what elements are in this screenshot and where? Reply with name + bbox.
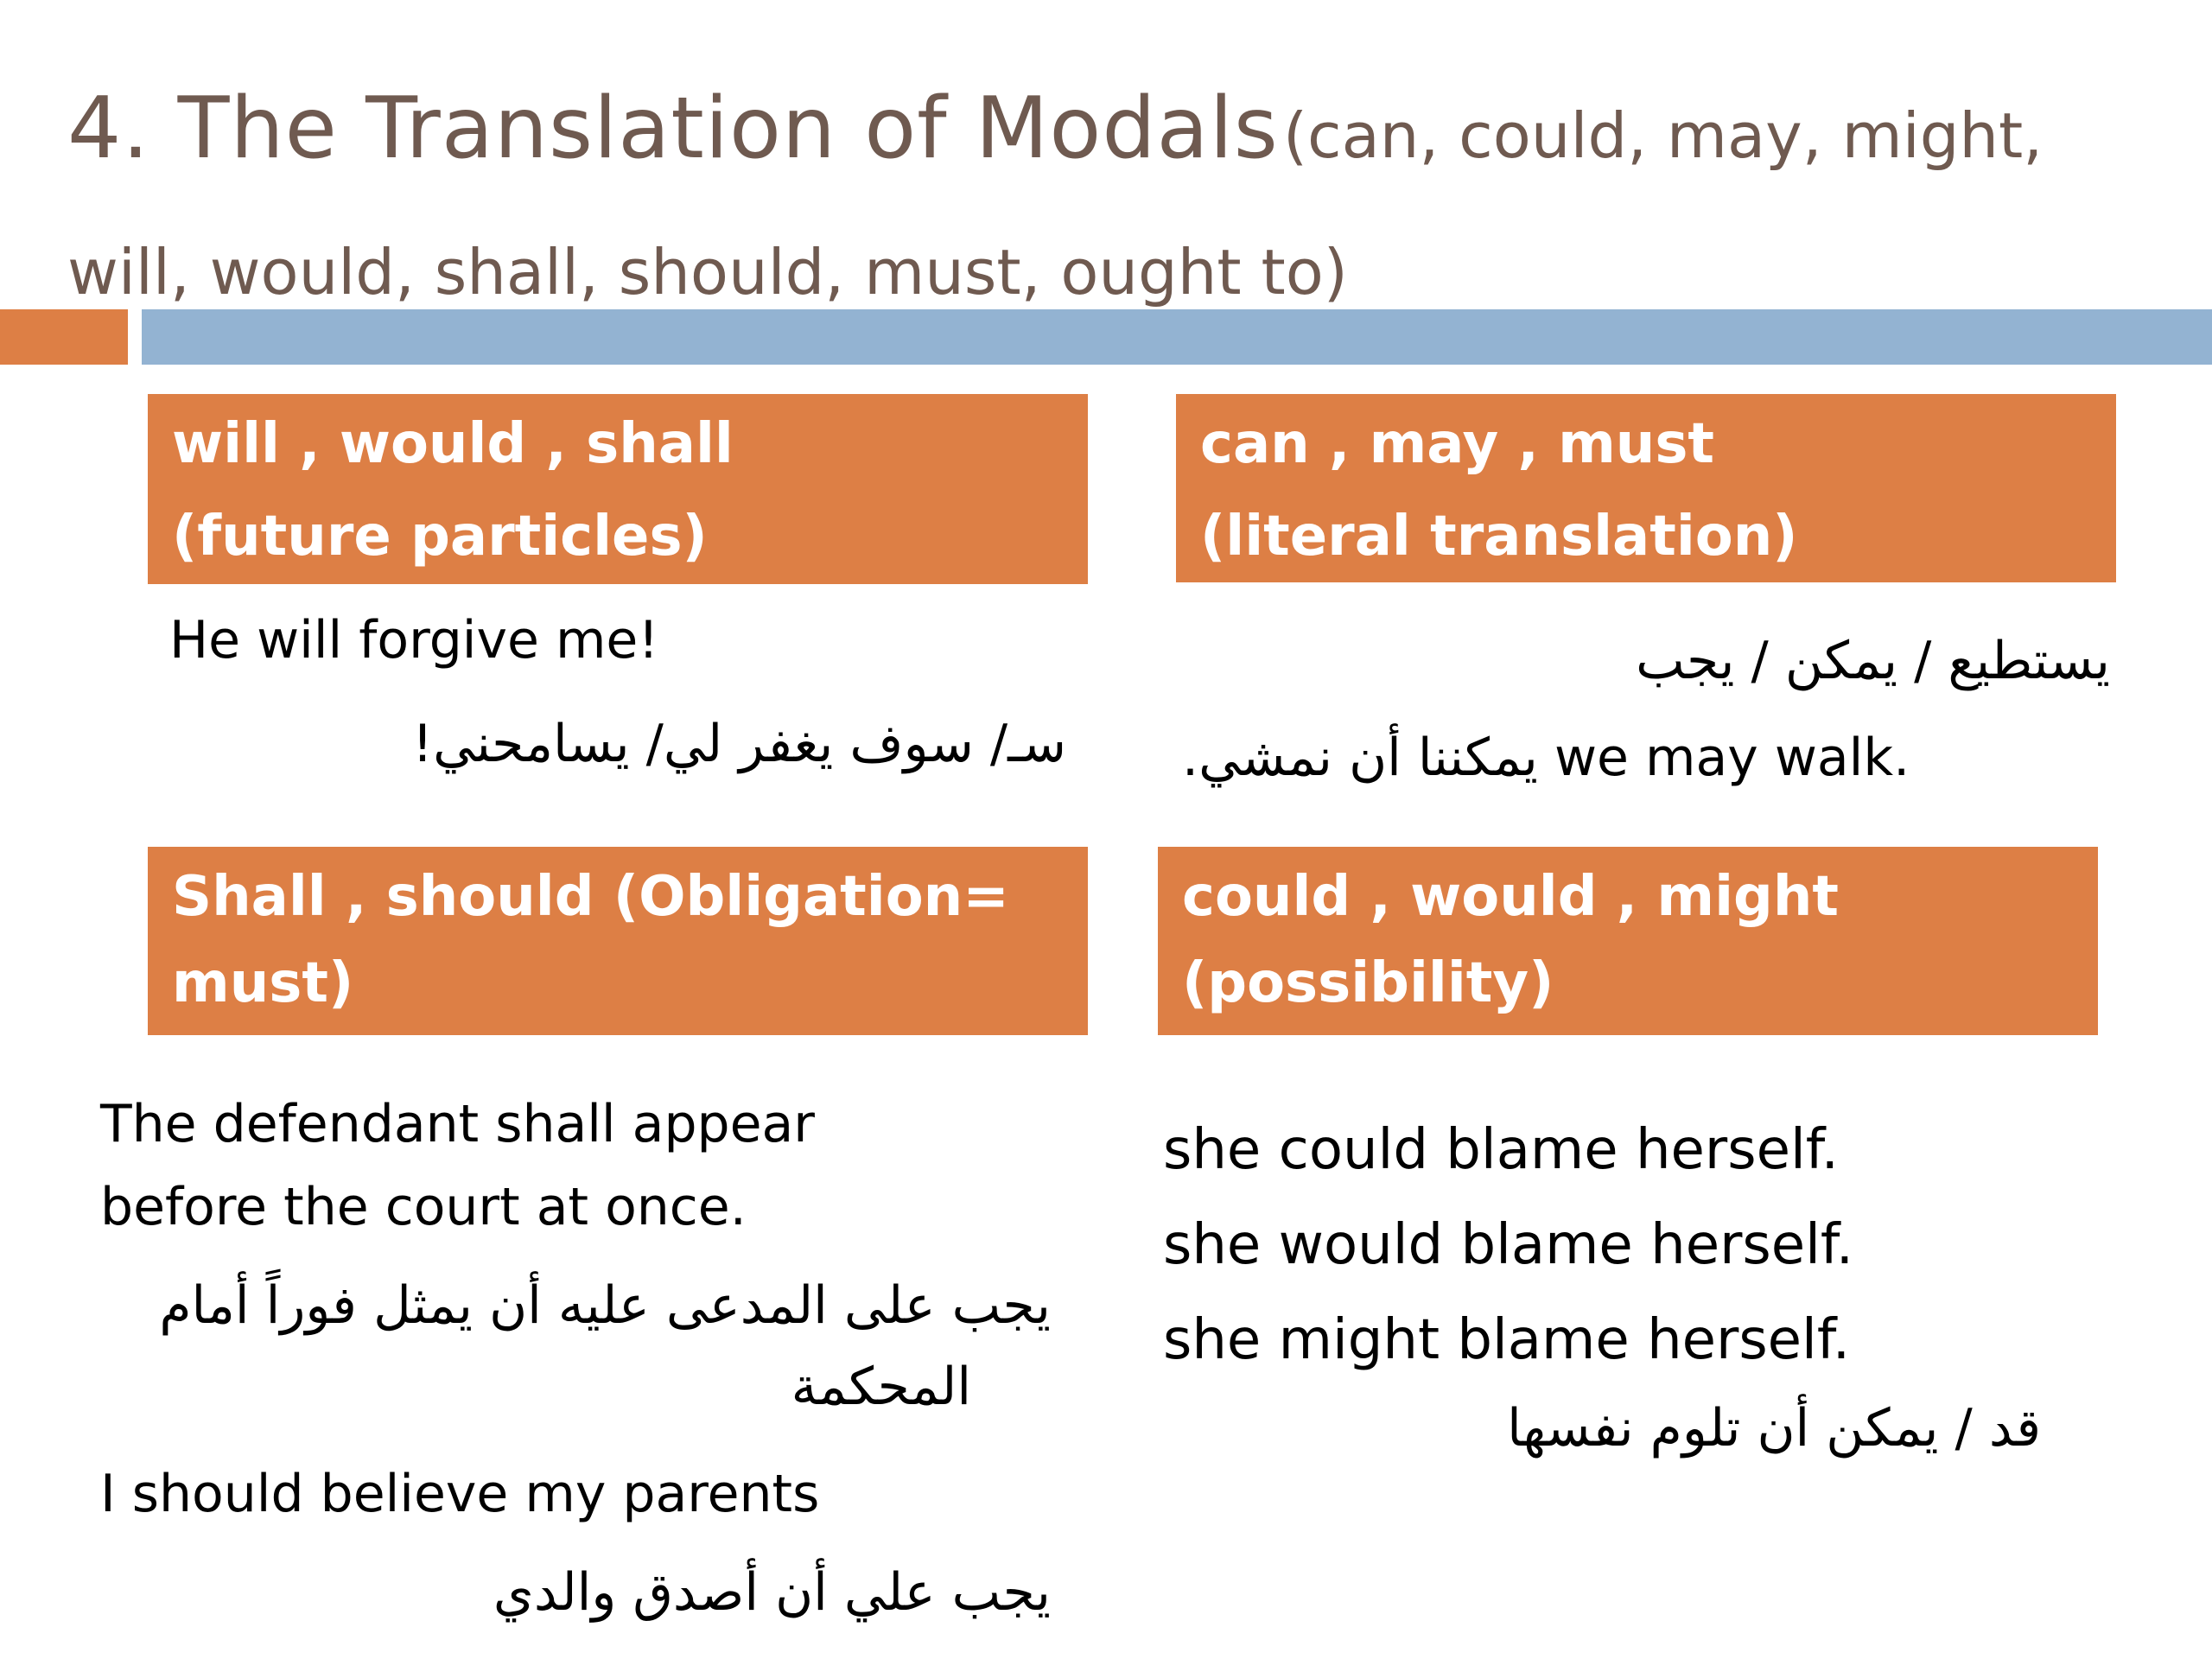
- obligation-example1-en-line2: before the court at once.: [100, 1177, 747, 1237]
- obligation-example1-ar-line1: يجب على المدعى عليه أن يمثل فوراً أمام: [159, 1275, 1051, 1336]
- title-sub-line2: will, would, shall, should, must, ought to): [67, 236, 1348, 308]
- box-future-line1: will , would , shall: [172, 412, 734, 476]
- box-obligation: [148, 847, 1088, 1035]
- literal-example-row: [1182, 728, 1910, 788]
- possibility-example3: she might blame herself.: [1163, 1308, 1851, 1372]
- box-literal-line1: can , may , must: [1200, 412, 1714, 476]
- literal-example-ar: يمكننا أن نمشي.: [1182, 728, 1538, 788]
- box-possibility: [1158, 847, 2098, 1035]
- slide-title: [67, 69, 2158, 349]
- box-possibility-line2: (possibility): [1182, 951, 1554, 1015]
- obligation-example2-ar: يجب علي أن أصدق والدي: [493, 1562, 1051, 1623]
- possibility-example-ar: قد / يمكن أن تلوم نفسها: [1507, 1398, 2041, 1459]
- future-example-en: He will forgive me!: [169, 610, 659, 671]
- box-obligation-line2: must): [172, 951, 354, 1015]
- box-literal-translation: [1176, 394, 2116, 582]
- obligation-example1-en-line1: The defendant shall appear: [100, 1094, 815, 1154]
- future-example-ar: سـ/ سوف يغفر لي/ يسامحني!: [412, 714, 1066, 774]
- box-future-line2: (future particles): [172, 505, 708, 569]
- literal-arabic-options: يستطيع / يمكن / يجب: [1636, 631, 2110, 691]
- box-future-particles: [148, 394, 1088, 584]
- box-possibility-line1: could , would , might: [1182, 865, 1839, 929]
- accent-bar-blue: [142, 309, 2212, 365]
- possibility-example1: she could blame herself.: [1163, 1118, 1839, 1182]
- literal-example-en: we may walk.: [1554, 728, 1910, 788]
- box-obligation-line1: Shall , should (Obligation=: [172, 865, 1009, 929]
- obligation-example2-en: I should believe my parents: [100, 1464, 820, 1524]
- title-sub-line1: (can, could, may, might,: [1282, 99, 2044, 172]
- box-literal-line2: (literal translation): [1200, 505, 1798, 569]
- accent-bar-orange: [0, 309, 128, 365]
- title-main: 4. The Translation of Modals: [67, 79, 1279, 178]
- obligation-example1-ar-line2: المحكمة: [791, 1357, 971, 1417]
- possibility-example2: she would blame herself.: [1163, 1213, 1854, 1277]
